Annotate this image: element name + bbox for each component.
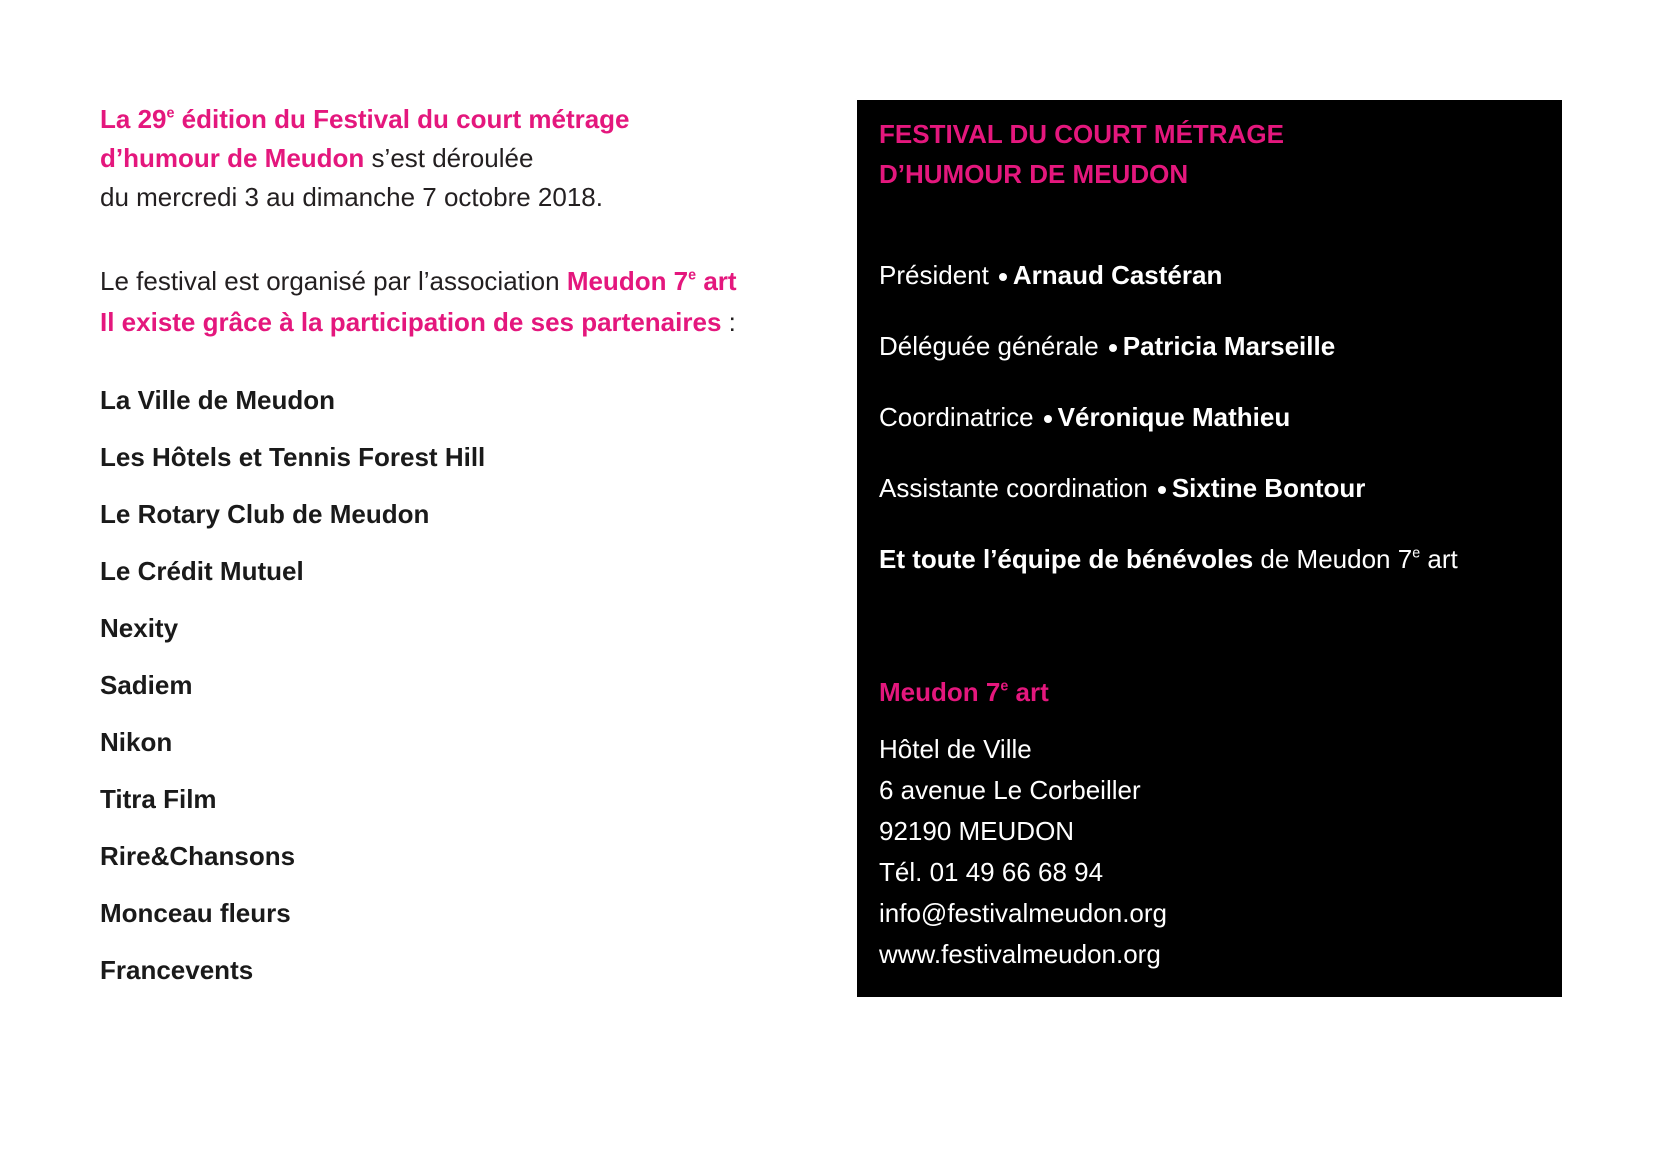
organizer-association <box>567 266 737 296</box>
bullet-icon <box>1109 344 1117 352</box>
organizer-text: Le festival est organisé par l’association <box>100 266 567 296</box>
intro-festival-name: d’humour de Meudon <box>100 143 365 173</box>
left-column <box>100 100 840 1010</box>
partner-item: Les Hôtels et Tennis Forest Hill <box>100 442 486 472</box>
staff-row <box>879 471 1540 542</box>
staff-role: Assistante coordination <box>879 473 1148 503</box>
volunteers-association-suffix: art <box>1420 544 1458 574</box>
association-name-sup: e <box>688 267 697 284</box>
staff-row <box>879 329 1540 400</box>
bullet-icon <box>1044 415 1052 423</box>
staff-row <box>879 400 1540 471</box>
association-address <box>879 729 1540 975</box>
staff-role: Coordinatrice <box>879 402 1034 432</box>
staff-role: Déléguée générale <box>879 331 1099 361</box>
partners-intro: Il existe grâce à la participation de ses partenaires <box>100 307 722 337</box>
volunteers-association-prefix: de Meudon 7 <box>1253 544 1413 574</box>
partners-list <box>100 383 840 1010</box>
association-name-suffix: art <box>696 266 737 296</box>
intro-edition-sup: e <box>166 105 175 122</box>
volunteers-row <box>879 542 1540 613</box>
partner-item: Sadiem <box>100 670 193 700</box>
partner-item: Monceau fleurs <box>100 898 291 928</box>
panel-title-line-2: D’HUMOUR DE MEUDON <box>879 159 1189 189</box>
association-heading-suffix: art <box>1008 677 1049 707</box>
intro-edition-suffix: édition du Festival du court métrage <box>174 104 630 134</box>
address-phone: Tél. 01 49 66 68 94 <box>879 857 1104 887</box>
partner-item: Titra Film <box>100 784 217 814</box>
volunteers-label: Et toute l’équipe de bénévoles <box>879 544 1254 574</box>
address-city: 92190 MEUDON <box>879 816 1075 846</box>
staff-name: Véronique Mathieu <box>1057 402 1291 432</box>
staff-role: Président <box>879 260 989 290</box>
address-street: 6 avenue Le Corbeiller <box>879 775 1141 805</box>
partner-item: Nikon <box>100 727 173 757</box>
intro-paragraph <box>100 100 840 217</box>
association-name-prefix: Meudon 7 <box>566 266 689 296</box>
intro-edition-prefix: La 29 <box>100 104 167 134</box>
staff-row <box>879 258 1540 329</box>
partners-colon: : <box>721 307 736 337</box>
association-heading-sup: e <box>1000 678 1009 695</box>
address-building: Hôtel de Ville <box>879 734 1032 764</box>
bullet-icon <box>1158 486 1166 494</box>
staff-name: Arnaud Castéran <box>1012 260 1223 290</box>
intro-dates: du mercredi 3 au dimanche 7 octobre 2018. <box>100 182 603 212</box>
partner-item: Le Rotary Club de Meudon <box>100 499 430 529</box>
bullet-icon <box>999 273 1007 281</box>
intro-edition <box>100 104 630 134</box>
intro-took-place: s’est déroulée <box>364 143 534 173</box>
partner-item: Francevents <box>100 955 254 985</box>
credits-panel <box>857 100 1562 997</box>
partner-item: Rire&Chansons <box>100 841 296 871</box>
partner-item: Le Crédit Mutuel <box>100 556 304 586</box>
address-website-link[interactable]: www.festivalmeudon.org <box>879 939 1161 969</box>
staff-list <box>879 258 1540 613</box>
volunteers-association-sup: e <box>1412 545 1421 562</box>
panel-title-line-1: FESTIVAL DU COURT MÉTRAGE <box>879 119 1284 149</box>
partner-item: Nexity <box>100 613 179 643</box>
association-heading-prefix: Meudon 7 <box>879 677 1001 707</box>
address-email-link[interactable]: info@festivalmeudon.org <box>879 898 1167 928</box>
staff-name: Patricia Marseille <box>1122 331 1336 361</box>
partner-item: La Ville de Meudon <box>100 385 336 415</box>
staff-name: Sixtine Bontour <box>1171 473 1366 503</box>
association-heading <box>879 675 1540 709</box>
organizer-paragraph <box>100 261 840 343</box>
panel-title <box>879 114 1540 194</box>
